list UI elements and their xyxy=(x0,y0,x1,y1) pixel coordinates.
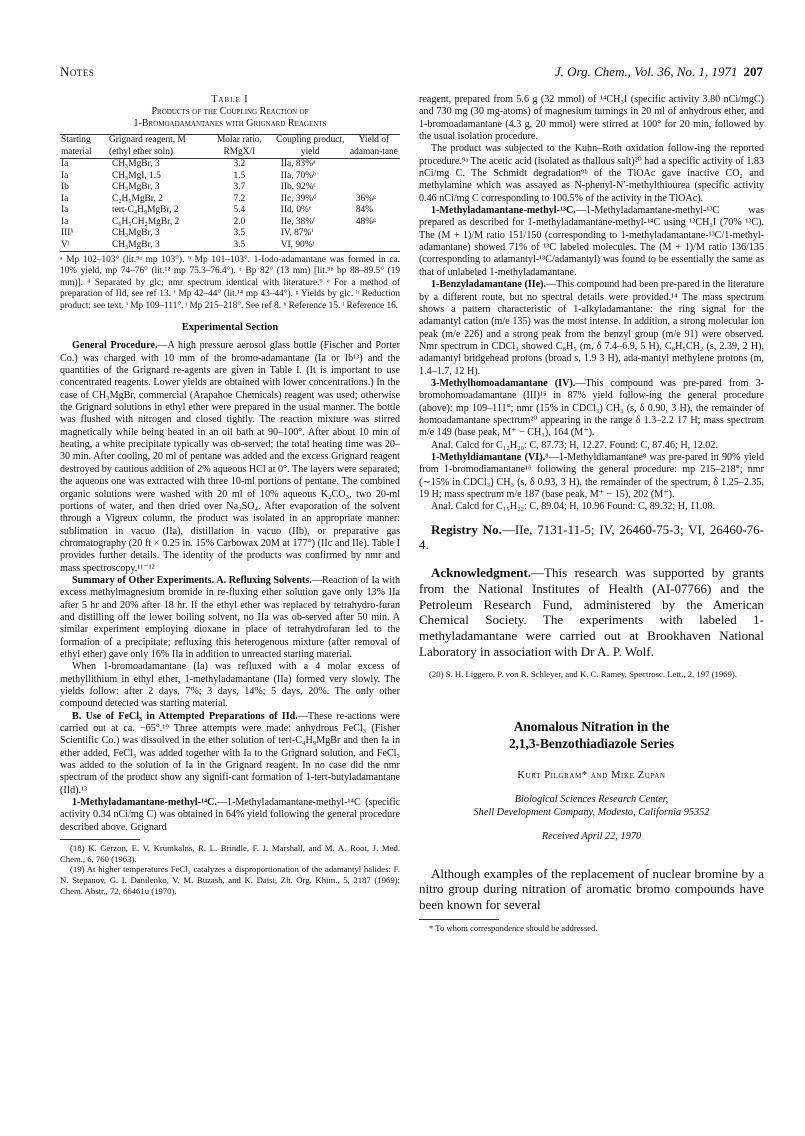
registry-head: Registry No. xyxy=(431,521,502,537)
cell-grignard-reagent: tert-C₄H₉MgBr, 2 xyxy=(111,205,179,215)
table-caption-line2: 1-Bromoadamantanes with Grignard Reagents xyxy=(133,118,327,129)
homoadamantane-head: 3-Methylhomoadamantane (IV). xyxy=(431,377,576,389)
spacer xyxy=(419,844,764,866)
diamantane-paragraph xyxy=(419,452,764,501)
intro-paragraph: Although examples of the replacement of nuclear bromine by a nitro group during nitration of aromatic bromo compounds have been known for several xyxy=(419,865,764,912)
coupling-table xyxy=(60,134,400,252)
table-caption-line1: Products of the Coupling Reaction of xyxy=(151,106,309,117)
cell-grignard-reagent: CH₃MgBr, 3 xyxy=(111,159,160,169)
received-date: Received April 22, 1970 xyxy=(541,831,642,843)
cell-starting-material: IIIʰ xyxy=(61,228,74,238)
table-row xyxy=(60,194,400,206)
table-footnotes: ᵃ Mp 102–103° (lit.⁹ᵃ mp 103°). ᵇ Mp 101–103°. 1-Iodo-adamantane was formed in ca. 10% yield, mp 74–76° (lit.¹² mp 75.3–76.4°). ᶜ Bp 82° (13 mm) [lit.⁹ᵇ bp 88–89.5° (19 mm)]. ᵈ Separated by glc; nmr spectrum identical with literature.⁹ ᵉ For a method of preparation of IId, see ref 13. ᶠ Mp 42–44° (lit.¹⁴ mp 43–44°). ᵍ Yields by glc. ʰ Reduction product; see text. ⁱ Mp 109–111°. ʲ Mp 215–218°. See ref 8. ʰ Reference 15. ˡ Reference 16. xyxy=(60,255,400,311)
cell-adamantane-yield: 48%ᵍ xyxy=(355,216,376,227)
col-grignard: Grignard reagent, M (ethyl ether soln) xyxy=(108,135,206,159)
cell-molar-ratio: 2.0 xyxy=(233,216,246,227)
cell-grignard-reagent: CH₃MgBr, 3 xyxy=(111,239,160,250)
correspondence-note: * To whom correspondence should be addressed. xyxy=(429,922,598,933)
labeled-methyl-head: 1-Methyladamantane-methyl-¹⁴C. xyxy=(72,797,217,809)
acknowledgment-text: —This research was supported by grants from the National Institutes of Health (AI-07766) and the Petroleum Research Fund, administered by the American Chemical Society. The experiments with labeled 1-methyladamantane were carried out at Brookhaven National Laboratory in association with Dr A. P. Wolf. xyxy=(419,565,764,659)
affiliation-line2: Shell Development Company, Modesto, California 95352 xyxy=(473,806,710,818)
cell-starting-material: Ib xyxy=(61,182,69,192)
article-title xyxy=(419,718,764,752)
benzyladamantane-paragraph xyxy=(419,279,764,378)
benzyladamantane-head: 1-Benzyladamantane (IIe). xyxy=(431,279,547,291)
general-procedure-text: —A high pressure aerosol glass bottle (Fischer and Porter Co.) was charged with 10 mm of the bromo-adamantane (Ia or Ib¹³) and the quantities of the Grignard re-agents are given in Table I. (It is important to use concentrated reagents. Lower yields are obtained with lower concentrations.) In the case of CH₃MgBr, commercial (Arapahoe Chemicals) reagent was used; otherwise the Grignard solutions in ethyl ether were prepared in the usual manner. The bottle was flushed with nitrogen and closed tightly. The reaction mixture was stirred magnetically while being heated in an oil bath at 90–100°. After about 10 min of heating, a white precipitate typically was ob-served; the total heating time was 20–30 min. After cooling, 20 ml of pentane was added and the excess Grignard reagent destroyed by cautious addition of 2% aqueous HCl at 0°. The layers were separated; the aqueous one was extracted with three 10-ml portions of pentane. The combined organic solutions were washed with 20 ml of 10% aqueous K₂CO₃, two 20-ml portions of water, and then dried over Na₂SO₄. After evaporation of the solvent through a Vigreux column, the product was isolated in an appropriate manner: sublimation in vacuo (IIa), distillation in vacuo (IIb), or preparative gas chromatography (20 ft × 0.25 in. 15% Carbowax 20M at 177°) (IIc and IIe). Table I provides further details. The identity of the products was confirmed by nmr and mass spectroscopy.¹¹⁻¹² xyxy=(60,340,401,574)
cell-coupling-product: IIa, 70%ᵇ xyxy=(280,170,316,181)
acknowledgment-paragraph xyxy=(419,565,764,659)
cell-coupling-product: IIc, 39%ᵈ xyxy=(280,193,316,204)
diamantane-analysis: Anal. Calcd for C₁₅H₂₂: C, 89.04; H, 10.96 Found: C, 89.32; H, 11.08. xyxy=(431,501,715,513)
left-column xyxy=(60,94,400,896)
table-row xyxy=(60,228,400,240)
table-body xyxy=(60,159,400,252)
reagent-paragraph: reagent, prepared from 5.6 g (32 mmol) of ¹⁴CH₃I (specific activity 3.80 nCi/mgC) and 730 mg (30 mg-atoms) of magnesium turnings in 20 ml of anhydrous ether, and 1-bromoadamantane (4.3 g, 20 mmol) were stirred at 100° for 20 min, followed by the usual isolation procedure. xyxy=(419,94,764,143)
cell-starting-material: Ia xyxy=(61,193,69,204)
methyl-13c-paragraph xyxy=(419,205,764,279)
cell-molar-ratio: 3.5 xyxy=(233,239,246,250)
table-row xyxy=(60,171,400,183)
methyl-13c-head: 1-Methyladamantane-methyl-¹³C. xyxy=(431,205,576,217)
article-title-line2: 2,1,3-Benzothiadiazole Series xyxy=(508,735,675,751)
benzyladamantane-text: —This compound had been pre-pared in the literature by a different route, but no spectral details were provided.¹⁴ The mass spectrum shows a pattern characteristic of 1-alkyladamantane: the ring signal for the adamantyl cation (m/e 135) was the most intense. In addition, a strong molecular ion peak (m/e 226) and a strong peak from the benzyl group (m/e 91) were observed. Nmr spectrum in CDCl₃ showed C₆H₅ (m, δ 7.4–6.9, 5 H), C₆H₅CH₂ (s, 2.39, 2 H), adamantyl bridgehead protons (broad s, 1.9 3 H), ada-mantyl methylene protons (m, 1.4–1.7, 12 H). xyxy=(419,279,765,377)
cell-molar-ratio: 1.5 xyxy=(233,170,246,181)
experimental-heading: Experimental Section xyxy=(181,322,279,334)
cell-adamantane-yield: 36%ᵍ xyxy=(355,193,376,204)
summary-text: —Reaction of Ia with excess methylmagnesium bromide in re-fluxing ether solution gave only 13% IIa after 5 hr and 20% after 18 hr. If the ethyl ether was replaced by tetrahydro-furan and distilling off the lower boiling solvent, no IIa was ob-served after 50 min. A similar experiment employing dioxane in place of tetrahydrofuran led to the formation of a precipitate; refluxing this heterogenous mixture (after removal of ethyl ether) gave only 16% IIa in addition to unreacted starting material. xyxy=(60,574,401,660)
fecl3-head: B. Use of FeCl₃ in Attempted Preparations of IId. xyxy=(72,710,298,722)
table-row xyxy=(60,159,400,171)
registry-text: —IIe, 7131-11-5; IV, 26460-75-3; VI, 26460-76-4. xyxy=(419,521,764,553)
cell-molar-ratio: 3.2 xyxy=(233,159,246,169)
diamantane-text: ⁸—1-Methyldiamantane⁸ was pre-pared in 90% yield from 1-bromodiamantane¹⁶ following the general procedure: mp 215–218°; nmr (∼15% in CDCl₃) CH₃ (s, δ 0.93, 3 H), the remainder of the spectrum, δ 1.25–2.35, 19 H; mass spectrum m/e 187 (base peak, M⁺ − 15), 202 (M⁺). xyxy=(419,451,765,500)
methyl-13c-text: —1-Methyladamantane-methyl-¹³C was prepared as described for 1-methyladamantane-methyl-¹⁴C using ¹³CH₃I (70% ¹³C). The (M + 1)/M ratio 151/150 (corresponding to 1-methyladamantane-¹³C/1-methyl-adamantane) showed 71% of ¹³C labeled molecules. The (M + 1)/M ratio 136/135 (corresponding to adamantyl-¹³C/adamantyl) was found to be essentially the same as that of unlabeled 1-methyladamantane. xyxy=(419,205,764,278)
article-title-line1: Anomalous Nitration in the xyxy=(513,718,670,734)
cell-adamantane-yield: 84% xyxy=(355,205,373,215)
methyllithium-paragraph: When 1-bromoadamantane (Ia) was refluxed with a 4 molar excess of methyllithium in ethyl ether, 1-methyladamantane (IIa) formed very slowly. The yields follow: after 2 days, 7%; 3 days, 14%; 5 days, 20%. The only other compound detected was starting material. xyxy=(60,661,400,710)
table-row xyxy=(60,240,400,252)
cell-grignard-reagent: CH₃MgI, 1.5 xyxy=(111,170,161,181)
table-number: Table I xyxy=(211,94,249,105)
footnote-19: (19) At higher temperatures FeCl₃ catalyzes a disproportionation of the adamantyl halides: F. N. Stepanov, G. I. Danilenko, V. M. Buzash, and K. Daisi, Zh. Org. Khim., 5, 2187 (1969); Chem. Abstr., 72, 66461u (1970). xyxy=(60,864,400,896)
cell-coupling-product: IV, 87%ⁱ xyxy=(280,228,314,238)
cell-molar-ratio: 3.7 xyxy=(233,182,246,192)
cell-starting-material: Ia xyxy=(61,205,69,215)
cell-coupling-product: IId, 0%ᵉ xyxy=(280,205,312,215)
cell-starting-material: Vʲ xyxy=(61,239,70,250)
table-caption xyxy=(60,94,400,130)
spacer xyxy=(419,782,764,794)
cell-molar-ratio: 3.5 xyxy=(233,228,246,238)
col-starting: Starting material xyxy=(60,135,108,159)
table-row xyxy=(60,217,400,229)
footnote-20: (20) S. H. Liggero, P. von R. Schleyer, and K. C. Ramey, Spectrosc. Lett., 2, 197 (1969). xyxy=(429,669,737,680)
cell-grignard-reagent: C₆H₅CH₂MgBr, 2 xyxy=(111,216,180,227)
cell-adamantane-yield xyxy=(348,240,400,252)
spacer xyxy=(419,819,764,831)
cell-coupling-product: IIe, 38%ᶠ xyxy=(280,216,315,227)
journal-name: J. Org. Chem., Vol. 36, No. 1, 1971 xyxy=(554,64,738,79)
homoadamantane-paragraph xyxy=(419,378,764,440)
page-number: 207 xyxy=(743,64,763,79)
journal-citation xyxy=(555,64,763,80)
fecl3-paragraph xyxy=(60,711,400,797)
summary-head: Summary of Other Experiments. A. Refluxing Solvents. xyxy=(72,574,312,586)
fecl3-text: —These re-actions were carried out at ca. −65°.¹⁹ Three attempts were made: anhydrous FeCl₃ (Fisher Scientific Co.) was dissolved in the ether solution of tert-C₄H₉MgBr and then Ia in ether added, FeCl₃ was added together with Ia to the Grignard solution, and FeCl₃ was added to the solution of Ia in the Grignard reagent. In no case did the nmr spectrum of the product show any signifi-cant formation of 1-tert-butyladamantane (IId).¹³ xyxy=(60,710,400,796)
col-coupling: Coupling product, yield xyxy=(273,135,348,159)
cell-grignard-reagent: C₂H₅MgBr, 2 xyxy=(111,193,163,204)
footnote-rule xyxy=(60,839,140,840)
article-authors: Kurt Pilgram* and Mike Zupan xyxy=(517,769,666,781)
labeled-methyl-text: —1-Methyladamantane-methyl-¹⁴C (specific activity 0.34 nCi/mg C) was obtained in 64% yield following the general procedure described above. Grignard xyxy=(60,797,400,833)
cell-molar-ratio: 5.4 xyxy=(233,205,246,215)
cell-grignard-reagent: CH₃MgBr, 3 xyxy=(111,228,160,238)
general-procedure xyxy=(60,340,400,575)
cell-adamantane-yield xyxy=(348,228,400,240)
cell-adamantane-yield xyxy=(348,159,400,171)
cell-starting-material: Ia xyxy=(61,216,69,227)
diamantane-head: 1-Methyldiamantane (VI). xyxy=(431,451,546,463)
section-label: Notes xyxy=(60,64,95,79)
spacer xyxy=(419,752,764,770)
homoadamantane-analysis: Anal. Calcd for C₁₂H₂₀: C, 87.73; H, 12.27. Found: C, 87.46; H, 12.02. xyxy=(431,439,718,451)
running-header xyxy=(60,64,763,82)
labeled-methyl-paragraph xyxy=(60,797,400,834)
table-row xyxy=(60,182,400,194)
cell-coupling-product: VI, 90%ʲ xyxy=(280,239,314,250)
col-molar: Molar ratio, RMgX/I xyxy=(206,135,273,159)
spacer xyxy=(419,680,764,718)
right-column xyxy=(419,94,764,933)
footnote-rule-right xyxy=(419,919,499,920)
table-row xyxy=(60,205,400,217)
cell-adamantane-yield xyxy=(348,182,400,194)
acknowledgment-head: Acknowledgment. xyxy=(431,565,532,581)
registry-paragraph xyxy=(419,522,764,553)
summary-paragraph xyxy=(60,575,400,661)
footnote-18: (18) K. Gerzon, E. V. Krumkalns, R. L. Brindle, F. J. Marshall, and M. A. Root, J. Med. Chem., 6, 760 (1963). xyxy=(60,843,400,864)
cell-starting-material: Ia xyxy=(61,170,69,181)
affiliation-line1: Biological Sciences Research Center, xyxy=(514,794,669,806)
cell-coupling-product: IIa, 83%ᵃ xyxy=(280,159,316,169)
general-procedure-head: General Procedure. xyxy=(72,340,158,352)
cell-grignard-reagent: CH₃MgBr, 3 xyxy=(111,182,160,192)
kuhn-roth-paragraph: The product was subjected to the Kuhn–Roth oxidation follow-ing the reported procedure.⁹ᵃ The acetic acid (isolated as thallous salt)²⁰ had a specific activity of 1.83 nCi/mg C. The Schmidt degradation⁹ᵇ of the TlOAc gave inactive CO₂ and methylamine which was assayed as N-phenyl-N′-methylthiourea (specific activity 0.46 nCi/mg C corresponding to 100.5% of the activity in the TlOAc). xyxy=(419,143,764,204)
cell-starting-material: Ia xyxy=(61,159,69,169)
cell-adamantane-yield xyxy=(348,171,400,183)
homoadamantane-text: —This compound was pre-pared from 3-bromohomoadamantane (III)¹⁵ in 87% yield follow-ing the general procedure (above): mp 109–111°; nmr (15% in CDCl₃) CH₃ (s, δ 0.90, 3 H), the remainder of homoadamantane spectrum²⁰ appearing in the range δ 1.3–2.2 17 H; mass spectrum m/e 149 (base peak, M⁺ − CH₃), 164 (M⁺). xyxy=(419,377,764,439)
cell-coupling-product: IIb, 92%ᶜ xyxy=(280,182,316,192)
cell-molar-ratio: 7.2 xyxy=(233,193,246,204)
col-yield-adamantane: Yield of adaman-tane xyxy=(348,135,400,159)
